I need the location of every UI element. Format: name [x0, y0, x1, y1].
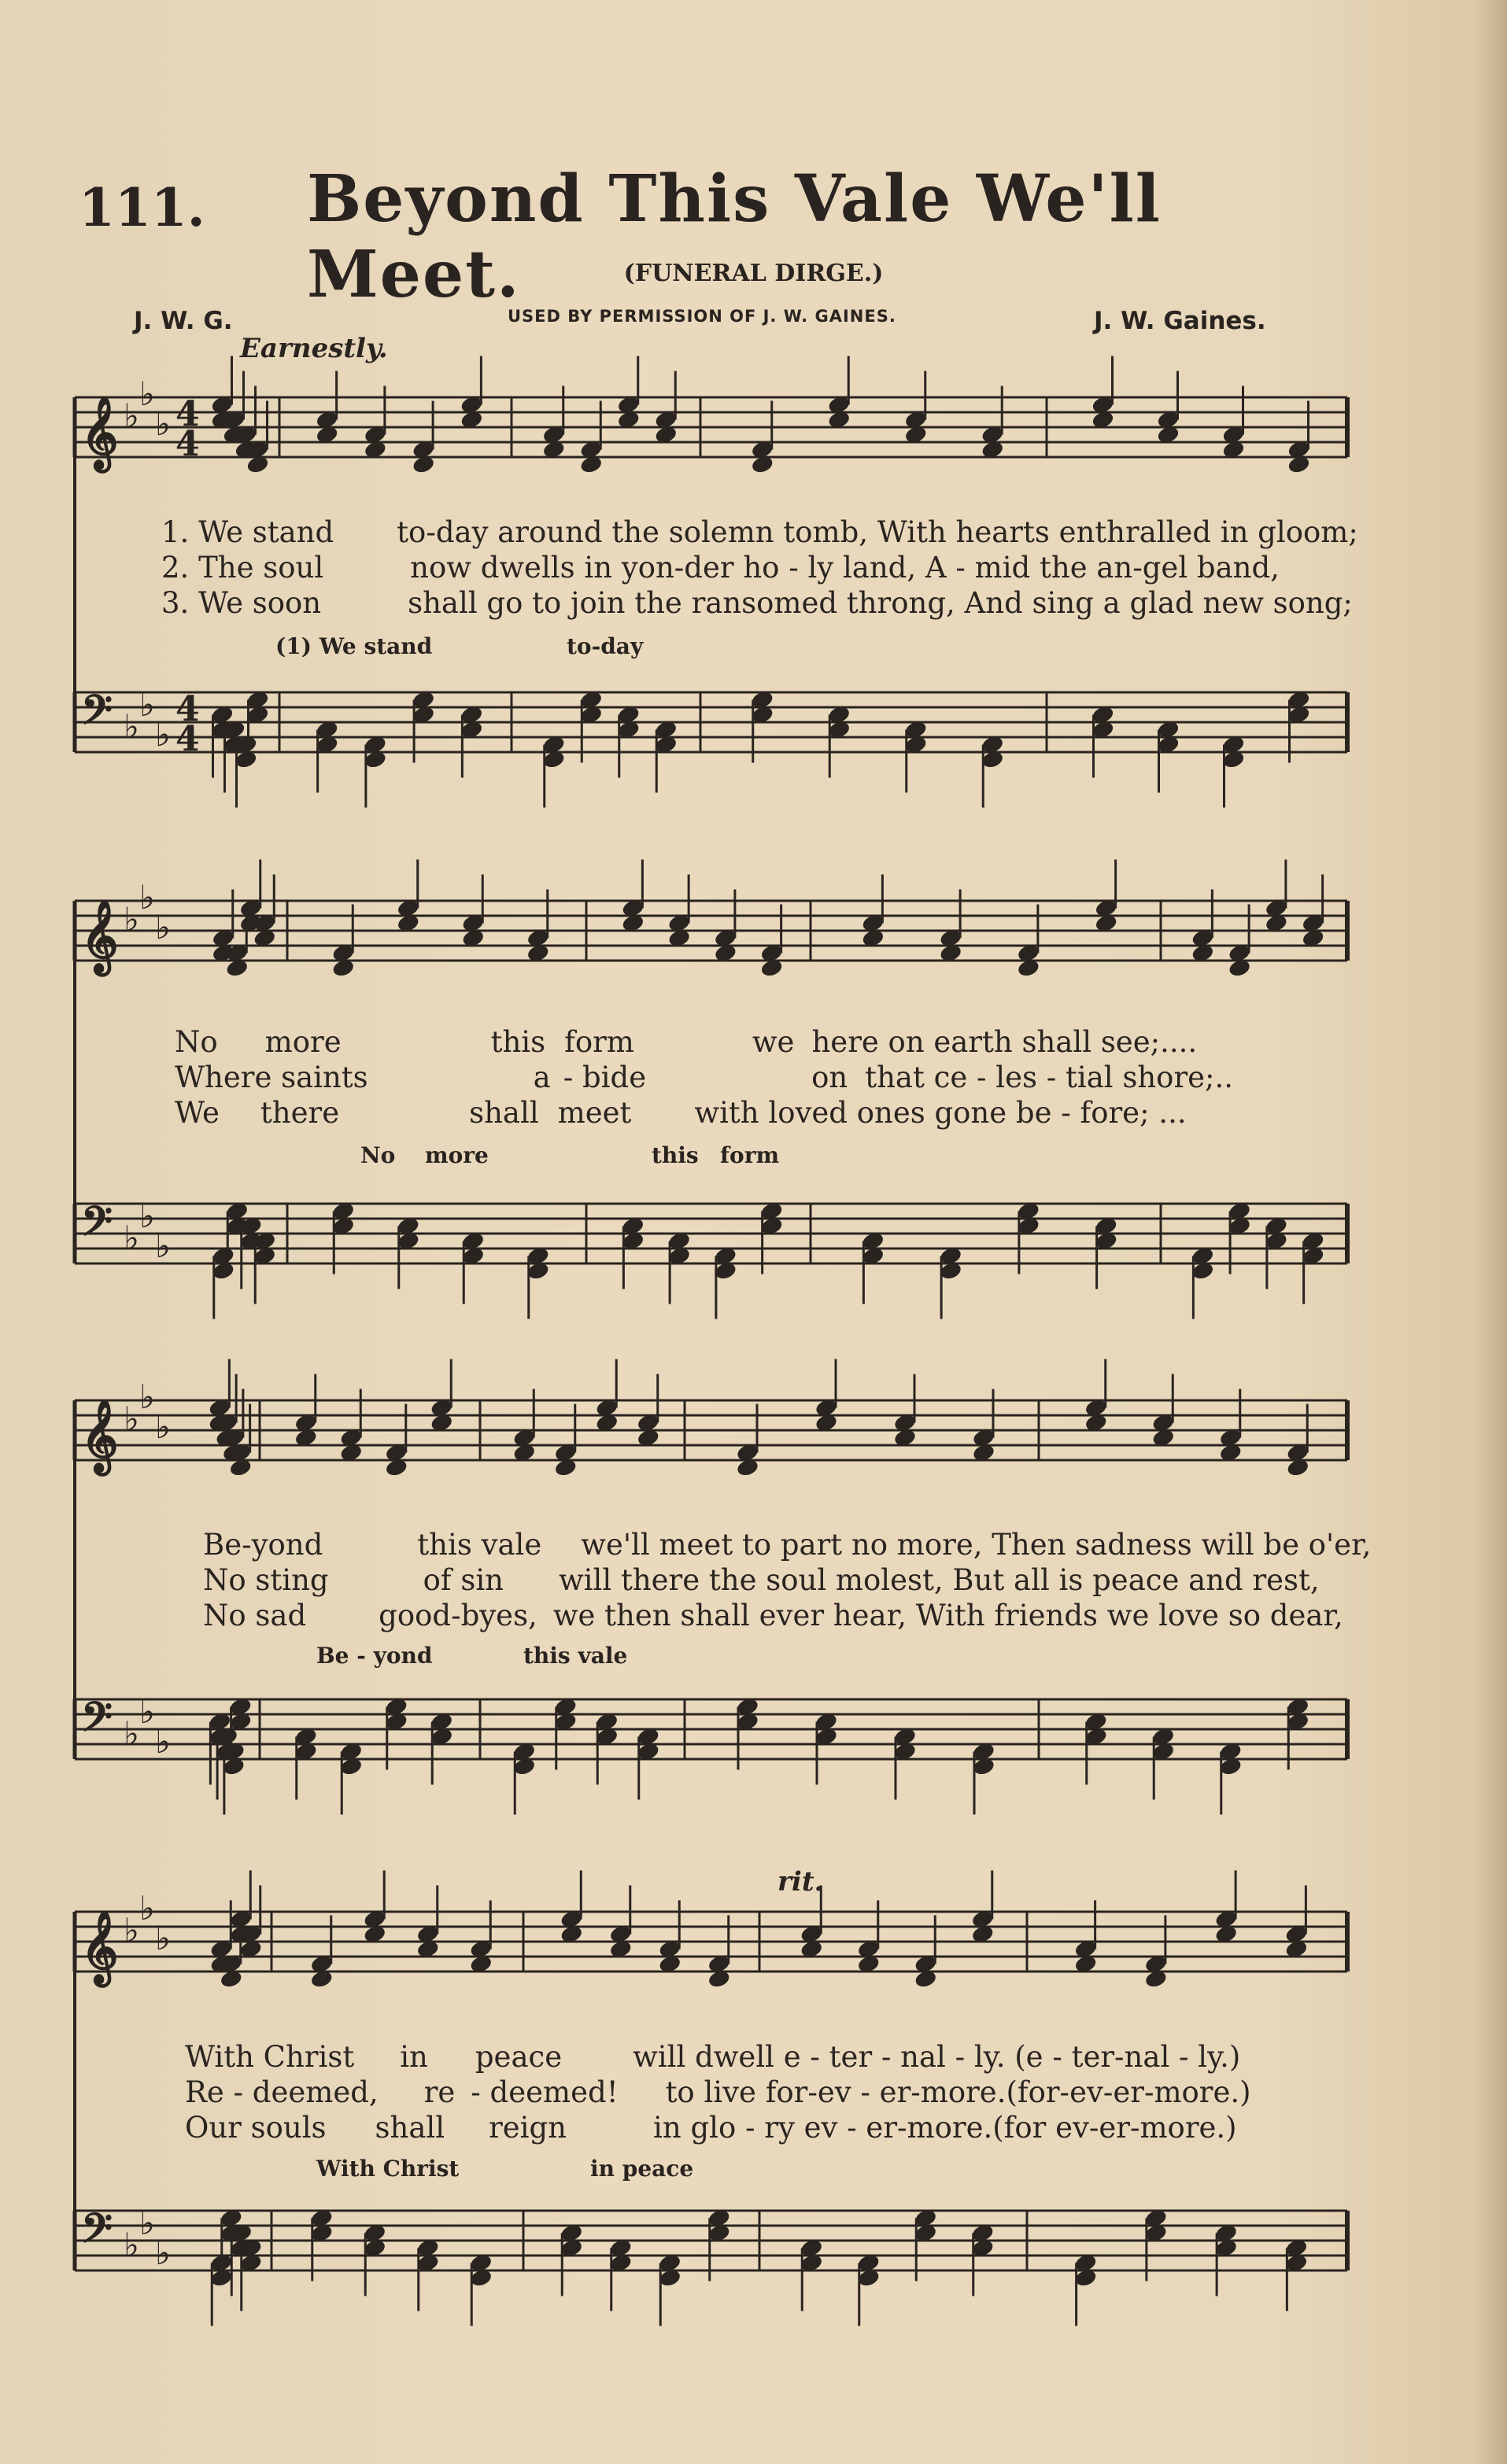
flat-sign: ♭ — [139, 1378, 155, 1416]
lyric-line-3-2: No sting of sin will there the soul molest, But all is peace and rest, — [203, 1563, 1320, 1597]
lyric-line-4-3: Our souls shall reign in glo - ry ev - er-more.(for ev-er-more.) — [185, 2111, 1237, 2145]
flat-sign: ♭ — [139, 2204, 155, 2242]
flat-sign: ♭ — [155, 715, 171, 754]
bass-clef: 𝄢 — [81, 2204, 113, 2262]
bass-cue-2a: No — [360, 1142, 396, 1168]
treble-clef: 𝄞 — [81, 898, 119, 972]
lyric-verse-1: 1. We stand to-day around the solemn tomb, With hearts enthralled in gloom; — [161, 515, 1358, 549]
flat-sign: ♭ — [155, 404, 171, 443]
flat-sign: ♭ — [155, 1722, 171, 1761]
bass-cue-3a: Be - yond — [316, 1643, 433, 1669]
flat-sign: ♭ — [139, 685, 155, 724]
treble-clef: 𝄞 — [81, 1398, 119, 1472]
bass-clef: 𝄢 — [81, 1693, 113, 1750]
flat-sign: ♭ — [139, 878, 155, 917]
flat-sign: ♭ — [155, 2233, 171, 2272]
flat-sign: ♭ — [155, 1407, 171, 1446]
treble-clef: 𝄞 — [81, 395, 119, 469]
time-signature-bottom: 4 — [175, 719, 200, 759]
flat-sign: ♭ — [124, 1400, 139, 1438]
hymn-number: 111. — [79, 177, 205, 238]
flat-sign: ♭ — [124, 397, 139, 435]
tempo-marking: Earnestly. — [240, 333, 388, 364]
lyric-line-4-1: With Christ in peace will dwell e - ter - nal - ly. (e - ter-nal - ly.) — [185, 2040, 1241, 2074]
bass-cue-2c: this — [652, 1142, 699, 1168]
flat-sign: ♭ — [124, 2226, 139, 2264]
flat-sign: ♭ — [155, 1226, 171, 1265]
bass-cue-3b: this vale — [523, 1643, 628, 1669]
lyric-line-3-1: Be-yond this vale we'll meet to part no more, Then sadness will be o'er, — [203, 1528, 1372, 1562]
flat-sign: ♭ — [139, 1692, 155, 1731]
flat-sign: ♭ — [139, 374, 155, 413]
time-signature-top: 4 — [175, 689, 200, 729]
bass-clef: 𝄢 — [81, 1197, 113, 1255]
time-signature-top: 4 — [175, 394, 200, 434]
lyric-line-2-1: No more this form we here on earth shall see;.... — [175, 1025, 1198, 1059]
music-credit: J. W. Gaines. — [1094, 307, 1266, 335]
flat-sign: ♭ — [155, 1919, 171, 1957]
hymn-title: Beyond This Vale We'll Meet. — [307, 161, 1162, 312]
lyric-line-2-2: Where saints a - bide on that ce - les - tial shore;.. — [175, 1060, 1234, 1094]
flat-sign: ♭ — [124, 707, 139, 746]
time-signature-bottom: 4 — [175, 424, 200, 464]
ritardando-marking: rit. — [778, 1866, 824, 1898]
bass-cue-1a: (1) We stand — [275, 633, 433, 659]
lyric-verse-2: 2. The soul now dwells in yon-der ho - ly land, A - mid the an-gel band, — [161, 551, 1280, 585]
bass-cue-2b: more — [425, 1142, 489, 1168]
bass-cue-2d: form — [720, 1142, 780, 1168]
bass-cue-4a: With Christ — [316, 2156, 460, 2182]
flat-sign: ♭ — [124, 1911, 139, 1949]
flat-sign: ♭ — [139, 1889, 155, 1927]
lyric-verse-3: 3. We soon shall go to join the ransomed throng, And sing a glad new song; — [161, 586, 1353, 620]
bass-cue-4b: in peace — [590, 2156, 694, 2182]
lyric-line-4-2: Re - deemed, re - deemed! to live for-ev - er-more.(for-ev-er-more.) — [185, 2075, 1251, 2109]
bass-clef: 𝄢 — [81, 686, 113, 743]
permission-note: USED BY PERMISSION OF J. W. GAINES. — [508, 307, 896, 326]
flat-sign: ♭ — [124, 1219, 139, 1257]
flat-sign: ♭ — [124, 900, 139, 939]
words-credit: J. W. G. — [134, 307, 233, 335]
lyric-line-2-3: We there shall meet with loved ones gone be - fore; ... — [175, 1096, 1187, 1130]
flat-sign: ♭ — [124, 1714, 139, 1753]
hymn-subtitle: (FUNERAL DIRGE.) — [623, 260, 884, 287]
treble-clef: 𝄞 — [81, 1909, 119, 1983]
flat-sign: ♭ — [139, 1197, 155, 1235]
lyric-line-3-3: No sad good-byes, we then shall ever hear, With friends we love so dear, — [203, 1599, 1343, 1632]
bass-cue-1b: to-day — [567, 633, 644, 659]
flat-sign: ♭ — [155, 908, 171, 946]
